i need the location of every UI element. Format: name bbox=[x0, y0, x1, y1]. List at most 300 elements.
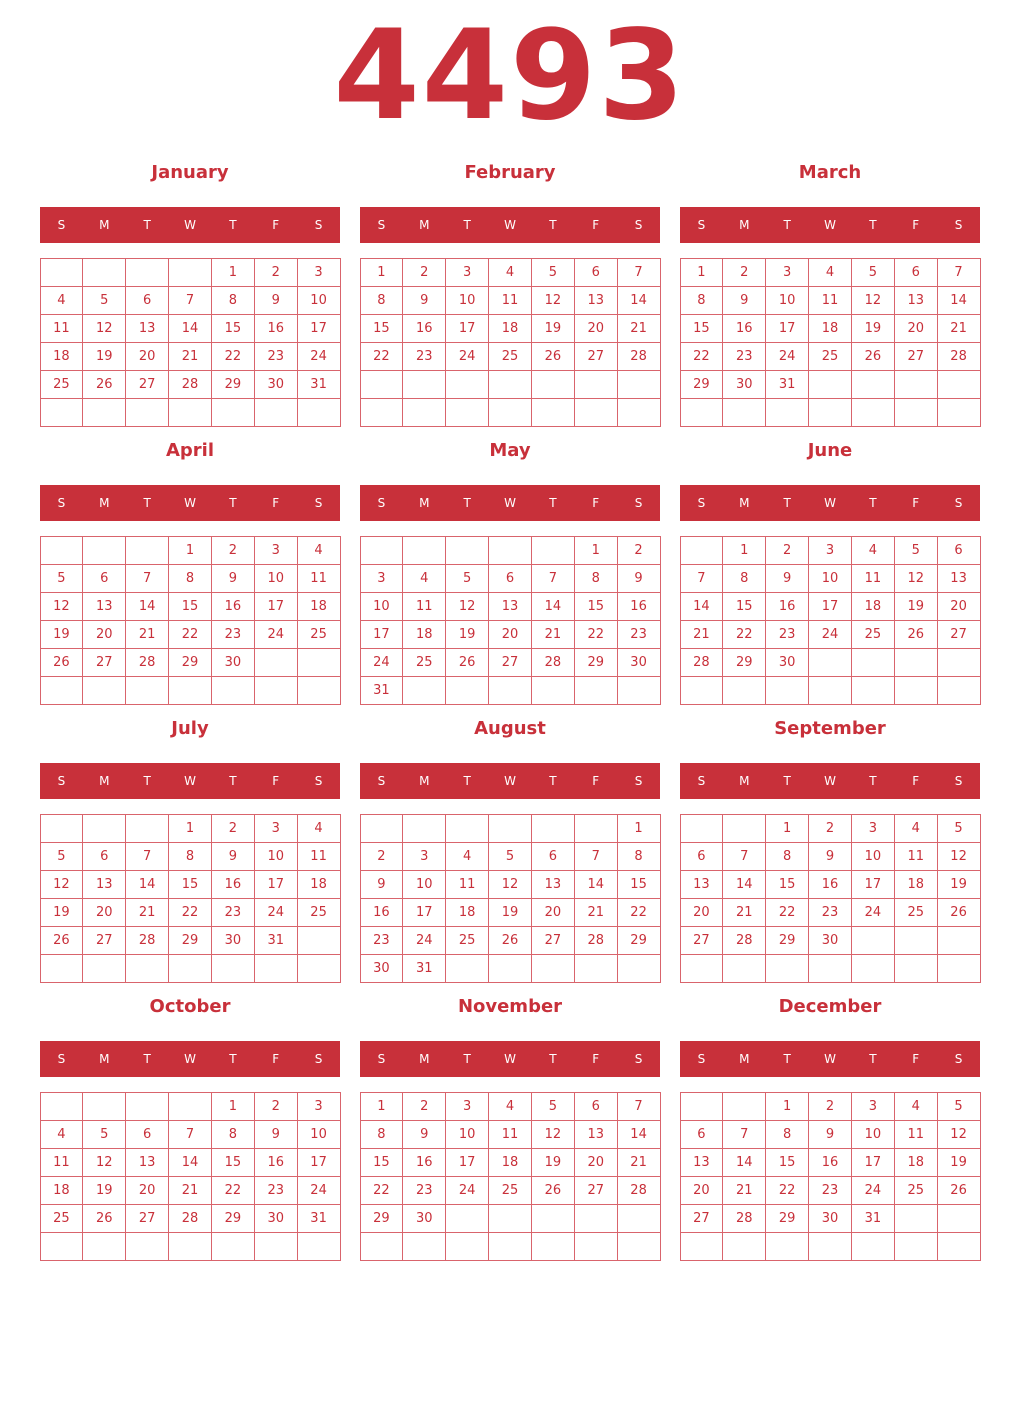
day-cell: 29 bbox=[360, 1204, 404, 1233]
weekday-label: M bbox=[99, 1052, 110, 1066]
day-cell: 7 bbox=[531, 564, 575, 593]
day-cell: 10 bbox=[851, 1120, 895, 1149]
day-cell: 11 bbox=[488, 286, 532, 315]
day-cell: 22 bbox=[211, 342, 255, 371]
day-cell: 30 bbox=[254, 370, 298, 399]
weekday-header bbox=[40, 485, 340, 521]
day-cell: 4 bbox=[808, 258, 852, 287]
weekday-label: S bbox=[697, 1052, 706, 1066]
day-cell: 16 bbox=[402, 1148, 446, 1177]
day-cell: 8 bbox=[765, 842, 809, 871]
empty-day-cell bbox=[297, 954, 341, 983]
day-cell: 5 bbox=[40, 564, 84, 593]
day-cell: 8 bbox=[211, 286, 255, 315]
day-cell: 11 bbox=[40, 314, 84, 343]
empty-day-cell bbox=[445, 1204, 489, 1233]
empty-day-cell bbox=[680, 676, 724, 705]
day-cell: 14 bbox=[617, 1120, 661, 1149]
empty-day-cell bbox=[402, 536, 446, 565]
empty-day-cell bbox=[125, 398, 169, 427]
day-cell: 16 bbox=[360, 898, 404, 927]
empty-day-cell bbox=[402, 1232, 446, 1261]
empty-day-cell bbox=[82, 1092, 126, 1121]
day-cell: 25 bbox=[297, 620, 341, 649]
day-cell: 20 bbox=[82, 898, 126, 927]
day-cell: 5 bbox=[937, 814, 981, 843]
weekday-label: S bbox=[314, 218, 323, 232]
day-cell: 14 bbox=[125, 870, 169, 899]
weekday-label: S bbox=[377, 218, 386, 232]
day-cell: 15 bbox=[722, 592, 766, 621]
day-cell: 29 bbox=[765, 1204, 809, 1233]
day-cell: 30 bbox=[211, 648, 255, 677]
day-cell: 31 bbox=[297, 370, 341, 399]
weekday-label: W bbox=[504, 218, 516, 232]
day-cell: 3 bbox=[297, 1092, 341, 1121]
day-cell: 23 bbox=[402, 1176, 446, 1205]
day-cell: 9 bbox=[617, 564, 661, 593]
empty-day-cell bbox=[722, 814, 766, 843]
empty-day-cell bbox=[937, 954, 981, 983]
day-cell: 26 bbox=[40, 926, 84, 955]
weekday-label: S bbox=[954, 496, 963, 510]
empty-day-cell bbox=[937, 1232, 981, 1261]
day-grid bbox=[40, 814, 340, 982]
empty-day-cell bbox=[574, 370, 618, 399]
day-cell: 16 bbox=[211, 592, 255, 621]
day-cell: 13 bbox=[937, 564, 981, 593]
day-cell: 12 bbox=[531, 286, 575, 315]
day-cell: 6 bbox=[82, 564, 126, 593]
day-cell: 22 bbox=[168, 898, 212, 927]
day-cell: 26 bbox=[445, 648, 489, 677]
day-cell: 12 bbox=[40, 870, 84, 899]
day-cell: 31 bbox=[360, 676, 404, 705]
weekday-label: W bbox=[824, 218, 836, 232]
empty-day-cell bbox=[445, 536, 489, 565]
day-grid bbox=[360, 1092, 660, 1260]
day-cell: 21 bbox=[937, 314, 981, 343]
day-cell: 25 bbox=[297, 898, 341, 927]
day-cell: 2 bbox=[617, 536, 661, 565]
empty-day-cell bbox=[360, 370, 404, 399]
day-cell: 17 bbox=[808, 592, 852, 621]
weekday-label: S bbox=[634, 774, 643, 788]
day-cell: 8 bbox=[765, 1120, 809, 1149]
weekday-header bbox=[40, 207, 340, 243]
weekday-label: S bbox=[697, 496, 706, 510]
day-cell: 24 bbox=[254, 620, 298, 649]
day-cell: 18 bbox=[445, 898, 489, 927]
day-cell: 19 bbox=[937, 870, 981, 899]
day-cell: 26 bbox=[531, 342, 575, 371]
day-cell: 13 bbox=[488, 592, 532, 621]
day-cell: 27 bbox=[937, 620, 981, 649]
day-cell: 18 bbox=[894, 1148, 938, 1177]
empty-day-cell bbox=[125, 814, 169, 843]
day-cell: 19 bbox=[82, 342, 126, 371]
empty-day-cell bbox=[40, 676, 84, 705]
empty-day-cell bbox=[125, 258, 169, 287]
day-cell: 30 bbox=[402, 1204, 446, 1233]
weekday-header bbox=[360, 207, 660, 243]
empty-day-cell bbox=[680, 398, 724, 427]
empty-day-cell bbox=[360, 398, 404, 427]
day-cell: 19 bbox=[531, 314, 575, 343]
empty-day-cell bbox=[488, 398, 532, 427]
day-cell: 17 bbox=[254, 592, 298, 621]
day-cell: 8 bbox=[360, 1120, 404, 1149]
day-cell: 18 bbox=[488, 1148, 532, 1177]
day-cell: 14 bbox=[722, 1148, 766, 1177]
empty-day-cell bbox=[125, 1232, 169, 1261]
empty-day-cell bbox=[488, 536, 532, 565]
empty-day-cell bbox=[937, 398, 981, 427]
day-cell: 5 bbox=[937, 1092, 981, 1121]
weekday-label: T bbox=[463, 1052, 471, 1066]
day-cell: 29 bbox=[574, 648, 618, 677]
day-cell: 13 bbox=[680, 870, 724, 899]
day-cell: 11 bbox=[40, 1148, 84, 1177]
day-cell: 11 bbox=[851, 564, 895, 593]
day-cell: 16 bbox=[808, 1148, 852, 1177]
empty-day-cell bbox=[168, 398, 212, 427]
empty-day-cell bbox=[808, 954, 852, 983]
empty-day-cell bbox=[211, 1232, 255, 1261]
day-cell: 29 bbox=[211, 1204, 255, 1233]
day-cell: 19 bbox=[851, 314, 895, 343]
empty-day-cell bbox=[722, 1092, 766, 1121]
weekday-label: W bbox=[824, 774, 836, 788]
day-cell: 31 bbox=[765, 370, 809, 399]
day-cell: 5 bbox=[851, 258, 895, 287]
day-cell: 3 bbox=[445, 258, 489, 287]
day-cell: 22 bbox=[617, 898, 661, 927]
empty-day-cell bbox=[125, 676, 169, 705]
day-cell: 28 bbox=[680, 648, 724, 677]
day-cell: 3 bbox=[402, 842, 446, 871]
day-cell: 4 bbox=[851, 536, 895, 565]
day-cell: 12 bbox=[937, 1120, 981, 1149]
empty-day-cell bbox=[722, 398, 766, 427]
empty-day-cell bbox=[254, 1232, 298, 1261]
day-grid bbox=[680, 258, 980, 426]
day-cell: 24 bbox=[297, 1176, 341, 1205]
weekday-label: M bbox=[419, 774, 430, 788]
day-cell: 28 bbox=[168, 370, 212, 399]
empty-day-cell bbox=[40, 1232, 84, 1261]
weekday-label: T bbox=[143, 496, 151, 510]
day-cell: 21 bbox=[617, 314, 661, 343]
day-cell: 4 bbox=[402, 564, 446, 593]
day-grid bbox=[40, 536, 340, 704]
day-cell: 20 bbox=[680, 898, 724, 927]
day-cell: 2 bbox=[254, 258, 298, 287]
day-cell: 28 bbox=[617, 342, 661, 371]
day-cell: 12 bbox=[82, 314, 126, 343]
day-cell: 22 bbox=[574, 620, 618, 649]
empty-day-cell bbox=[765, 676, 809, 705]
day-cell: 30 bbox=[360, 954, 404, 983]
empty-day-cell bbox=[40, 398, 84, 427]
day-cell: 31 bbox=[297, 1204, 341, 1233]
empty-day-cell bbox=[360, 1232, 404, 1261]
day-cell: 2 bbox=[808, 814, 852, 843]
day-cell: 1 bbox=[211, 258, 255, 287]
day-cell: 27 bbox=[680, 1204, 724, 1233]
day-cell: 14 bbox=[680, 592, 724, 621]
weekday-label: F bbox=[912, 496, 920, 510]
day-cell: 10 bbox=[254, 842, 298, 871]
empty-day-cell bbox=[297, 1232, 341, 1261]
day-cell: 15 bbox=[168, 592, 212, 621]
empty-day-cell bbox=[894, 398, 938, 427]
weekday-label: F bbox=[592, 1052, 600, 1066]
day-cell: 25 bbox=[808, 342, 852, 371]
day-cell: 27 bbox=[574, 1176, 618, 1205]
day-cell: 18 bbox=[894, 870, 938, 899]
day-cell: 3 bbox=[360, 564, 404, 593]
day-cell: 4 bbox=[488, 258, 532, 287]
weekday-header bbox=[680, 207, 980, 243]
day-cell: 9 bbox=[211, 842, 255, 871]
day-cell: 26 bbox=[40, 648, 84, 677]
day-cell: 17 bbox=[445, 314, 489, 343]
weekday-label: T bbox=[463, 496, 471, 510]
empty-day-cell bbox=[40, 536, 84, 565]
day-cell: 20 bbox=[125, 342, 169, 371]
day-cell: 26 bbox=[894, 620, 938, 649]
day-cell: 29 bbox=[168, 926, 212, 955]
empty-day-cell bbox=[254, 398, 298, 427]
empty-day-cell bbox=[894, 926, 938, 955]
empty-day-cell bbox=[574, 954, 618, 983]
day-cell: 1 bbox=[211, 1092, 255, 1121]
empty-day-cell bbox=[531, 1232, 575, 1261]
weekday-label: T bbox=[143, 774, 151, 788]
day-cell: 30 bbox=[617, 648, 661, 677]
empty-day-cell bbox=[808, 398, 852, 427]
day-cell: 7 bbox=[617, 258, 661, 287]
day-cell: 5 bbox=[82, 1120, 126, 1149]
year-title: 4493 bbox=[333, 4, 687, 148]
day-cell: 21 bbox=[680, 620, 724, 649]
empty-day-cell bbox=[297, 398, 341, 427]
weekday-label: S bbox=[314, 1052, 323, 1066]
day-cell: 20 bbox=[488, 620, 532, 649]
day-cell: 12 bbox=[82, 1148, 126, 1177]
day-cell: 21 bbox=[168, 342, 212, 371]
weekday-label: T bbox=[229, 496, 237, 510]
day-cell: 14 bbox=[937, 286, 981, 315]
day-cell: 26 bbox=[937, 1176, 981, 1205]
day-cell: 31 bbox=[402, 954, 446, 983]
empty-day-cell bbox=[851, 648, 895, 677]
day-cell: 18 bbox=[297, 870, 341, 899]
day-cell: 23 bbox=[360, 926, 404, 955]
day-cell: 10 bbox=[808, 564, 852, 593]
weekday-label: M bbox=[99, 774, 110, 788]
empty-day-cell bbox=[765, 1232, 809, 1261]
day-cell: 10 bbox=[360, 592, 404, 621]
day-cell: 6 bbox=[574, 258, 618, 287]
empty-day-cell bbox=[125, 1092, 169, 1121]
day-cell: 9 bbox=[254, 1120, 298, 1149]
day-cell: 27 bbox=[125, 370, 169, 399]
empty-day-cell bbox=[851, 954, 895, 983]
day-cell: 21 bbox=[125, 898, 169, 927]
day-cell: 25 bbox=[488, 1176, 532, 1205]
weekday-label: S bbox=[634, 1052, 643, 1066]
day-cell: 7 bbox=[125, 564, 169, 593]
weekday-label: S bbox=[377, 774, 386, 788]
day-cell: 3 bbox=[851, 814, 895, 843]
empty-day-cell bbox=[617, 370, 661, 399]
day-grid bbox=[40, 258, 340, 426]
empty-day-cell bbox=[254, 954, 298, 983]
empty-day-cell bbox=[488, 814, 532, 843]
day-cell: 10 bbox=[765, 286, 809, 315]
day-cell: 15 bbox=[211, 1148, 255, 1177]
day-cell: 10 bbox=[851, 842, 895, 871]
empty-day-cell bbox=[765, 954, 809, 983]
day-cell: 18 bbox=[488, 314, 532, 343]
empty-day-cell bbox=[40, 1092, 84, 1121]
day-cell: 22 bbox=[680, 342, 724, 371]
empty-day-cell bbox=[82, 676, 126, 705]
day-cell: 10 bbox=[297, 286, 341, 315]
day-cell: 22 bbox=[360, 342, 404, 371]
day-cell: 20 bbox=[574, 1148, 618, 1177]
day-cell: 28 bbox=[574, 926, 618, 955]
weekday-label: F bbox=[912, 218, 920, 232]
empty-day-cell bbox=[168, 676, 212, 705]
month-name: January bbox=[151, 162, 229, 183]
day-cell: 7 bbox=[617, 1092, 661, 1121]
day-cell: 3 bbox=[445, 1092, 489, 1121]
empty-day-cell bbox=[851, 370, 895, 399]
day-cell: 9 bbox=[722, 286, 766, 315]
day-cell: 7 bbox=[168, 1120, 212, 1149]
empty-day-cell bbox=[402, 814, 446, 843]
weekday-label: T bbox=[549, 496, 557, 510]
day-cell: 2 bbox=[211, 536, 255, 565]
day-cell: 29 bbox=[211, 370, 255, 399]
weekday-label: S bbox=[954, 774, 963, 788]
empty-day-cell bbox=[82, 814, 126, 843]
day-cell: 23 bbox=[211, 898, 255, 927]
day-cell: 30 bbox=[808, 1204, 852, 1233]
weekday-label: S bbox=[314, 774, 323, 788]
day-cell: 9 bbox=[402, 1120, 446, 1149]
day-cell: 11 bbox=[297, 842, 341, 871]
day-cell: 16 bbox=[808, 870, 852, 899]
day-cell: 24 bbox=[402, 926, 446, 955]
month-name: September bbox=[774, 718, 886, 739]
empty-day-cell bbox=[937, 676, 981, 705]
day-cell: 7 bbox=[722, 842, 766, 871]
day-cell: 23 bbox=[617, 620, 661, 649]
day-cell: 27 bbox=[488, 648, 532, 677]
day-cell: 28 bbox=[168, 1204, 212, 1233]
day-cell: 8 bbox=[617, 842, 661, 871]
day-cell: 17 bbox=[254, 870, 298, 899]
empty-day-cell bbox=[168, 258, 212, 287]
day-cell: 7 bbox=[937, 258, 981, 287]
day-cell: 20 bbox=[894, 314, 938, 343]
day-cell: 18 bbox=[297, 592, 341, 621]
empty-day-cell bbox=[211, 676, 255, 705]
day-cell: 7 bbox=[574, 842, 618, 871]
month-name: July bbox=[171, 718, 209, 739]
weekday-label: T bbox=[143, 218, 151, 232]
empty-day-cell bbox=[297, 676, 341, 705]
day-cell: 4 bbox=[445, 842, 489, 871]
weekday-label: W bbox=[504, 1052, 516, 1066]
day-grid bbox=[680, 1092, 980, 1260]
weekday-label: S bbox=[697, 774, 706, 788]
empty-day-cell bbox=[360, 814, 404, 843]
day-cell: 26 bbox=[82, 370, 126, 399]
empty-day-cell bbox=[211, 398, 255, 427]
day-cell: 26 bbox=[488, 926, 532, 955]
day-cell: 22 bbox=[168, 620, 212, 649]
month-name: August bbox=[474, 718, 546, 739]
day-cell: 3 bbox=[254, 814, 298, 843]
day-cell: 23 bbox=[722, 342, 766, 371]
empty-day-cell bbox=[894, 1204, 938, 1233]
day-cell: 28 bbox=[125, 926, 169, 955]
day-cell: 27 bbox=[531, 926, 575, 955]
day-cell: 30 bbox=[211, 926, 255, 955]
weekday-label: S bbox=[954, 218, 963, 232]
weekday-label: S bbox=[57, 1052, 66, 1066]
day-cell: 6 bbox=[894, 258, 938, 287]
day-cell: 9 bbox=[765, 564, 809, 593]
day-cell: 12 bbox=[488, 870, 532, 899]
day-cell: 13 bbox=[574, 1120, 618, 1149]
day-cell: 27 bbox=[574, 342, 618, 371]
weekday-label: F bbox=[272, 496, 280, 510]
day-cell: 20 bbox=[82, 620, 126, 649]
weekday-label: S bbox=[697, 218, 706, 232]
day-cell: 21 bbox=[722, 1176, 766, 1205]
empty-day-cell bbox=[82, 258, 126, 287]
day-cell: 13 bbox=[531, 870, 575, 899]
weekday-label: M bbox=[419, 1052, 430, 1066]
empty-day-cell bbox=[488, 954, 532, 983]
day-cell: 14 bbox=[125, 592, 169, 621]
weekday-label: T bbox=[549, 218, 557, 232]
day-cell: 25 bbox=[40, 1204, 84, 1233]
day-cell: 1 bbox=[765, 814, 809, 843]
day-cell: 20 bbox=[125, 1176, 169, 1205]
weekday-label: W bbox=[184, 1052, 196, 1066]
day-cell: 28 bbox=[722, 1204, 766, 1233]
day-cell: 25 bbox=[894, 1176, 938, 1205]
day-cell: 15 bbox=[211, 314, 255, 343]
empty-day-cell bbox=[445, 1232, 489, 1261]
day-cell: 13 bbox=[82, 870, 126, 899]
weekday-header bbox=[360, 1041, 660, 1077]
day-cell: 1 bbox=[360, 258, 404, 287]
day-cell: 11 bbox=[402, 592, 446, 621]
weekday-label: T bbox=[869, 1052, 877, 1066]
weekday-label: S bbox=[377, 1052, 386, 1066]
day-cell: 13 bbox=[125, 1148, 169, 1177]
day-cell: 1 bbox=[765, 1092, 809, 1121]
empty-day-cell bbox=[40, 954, 84, 983]
